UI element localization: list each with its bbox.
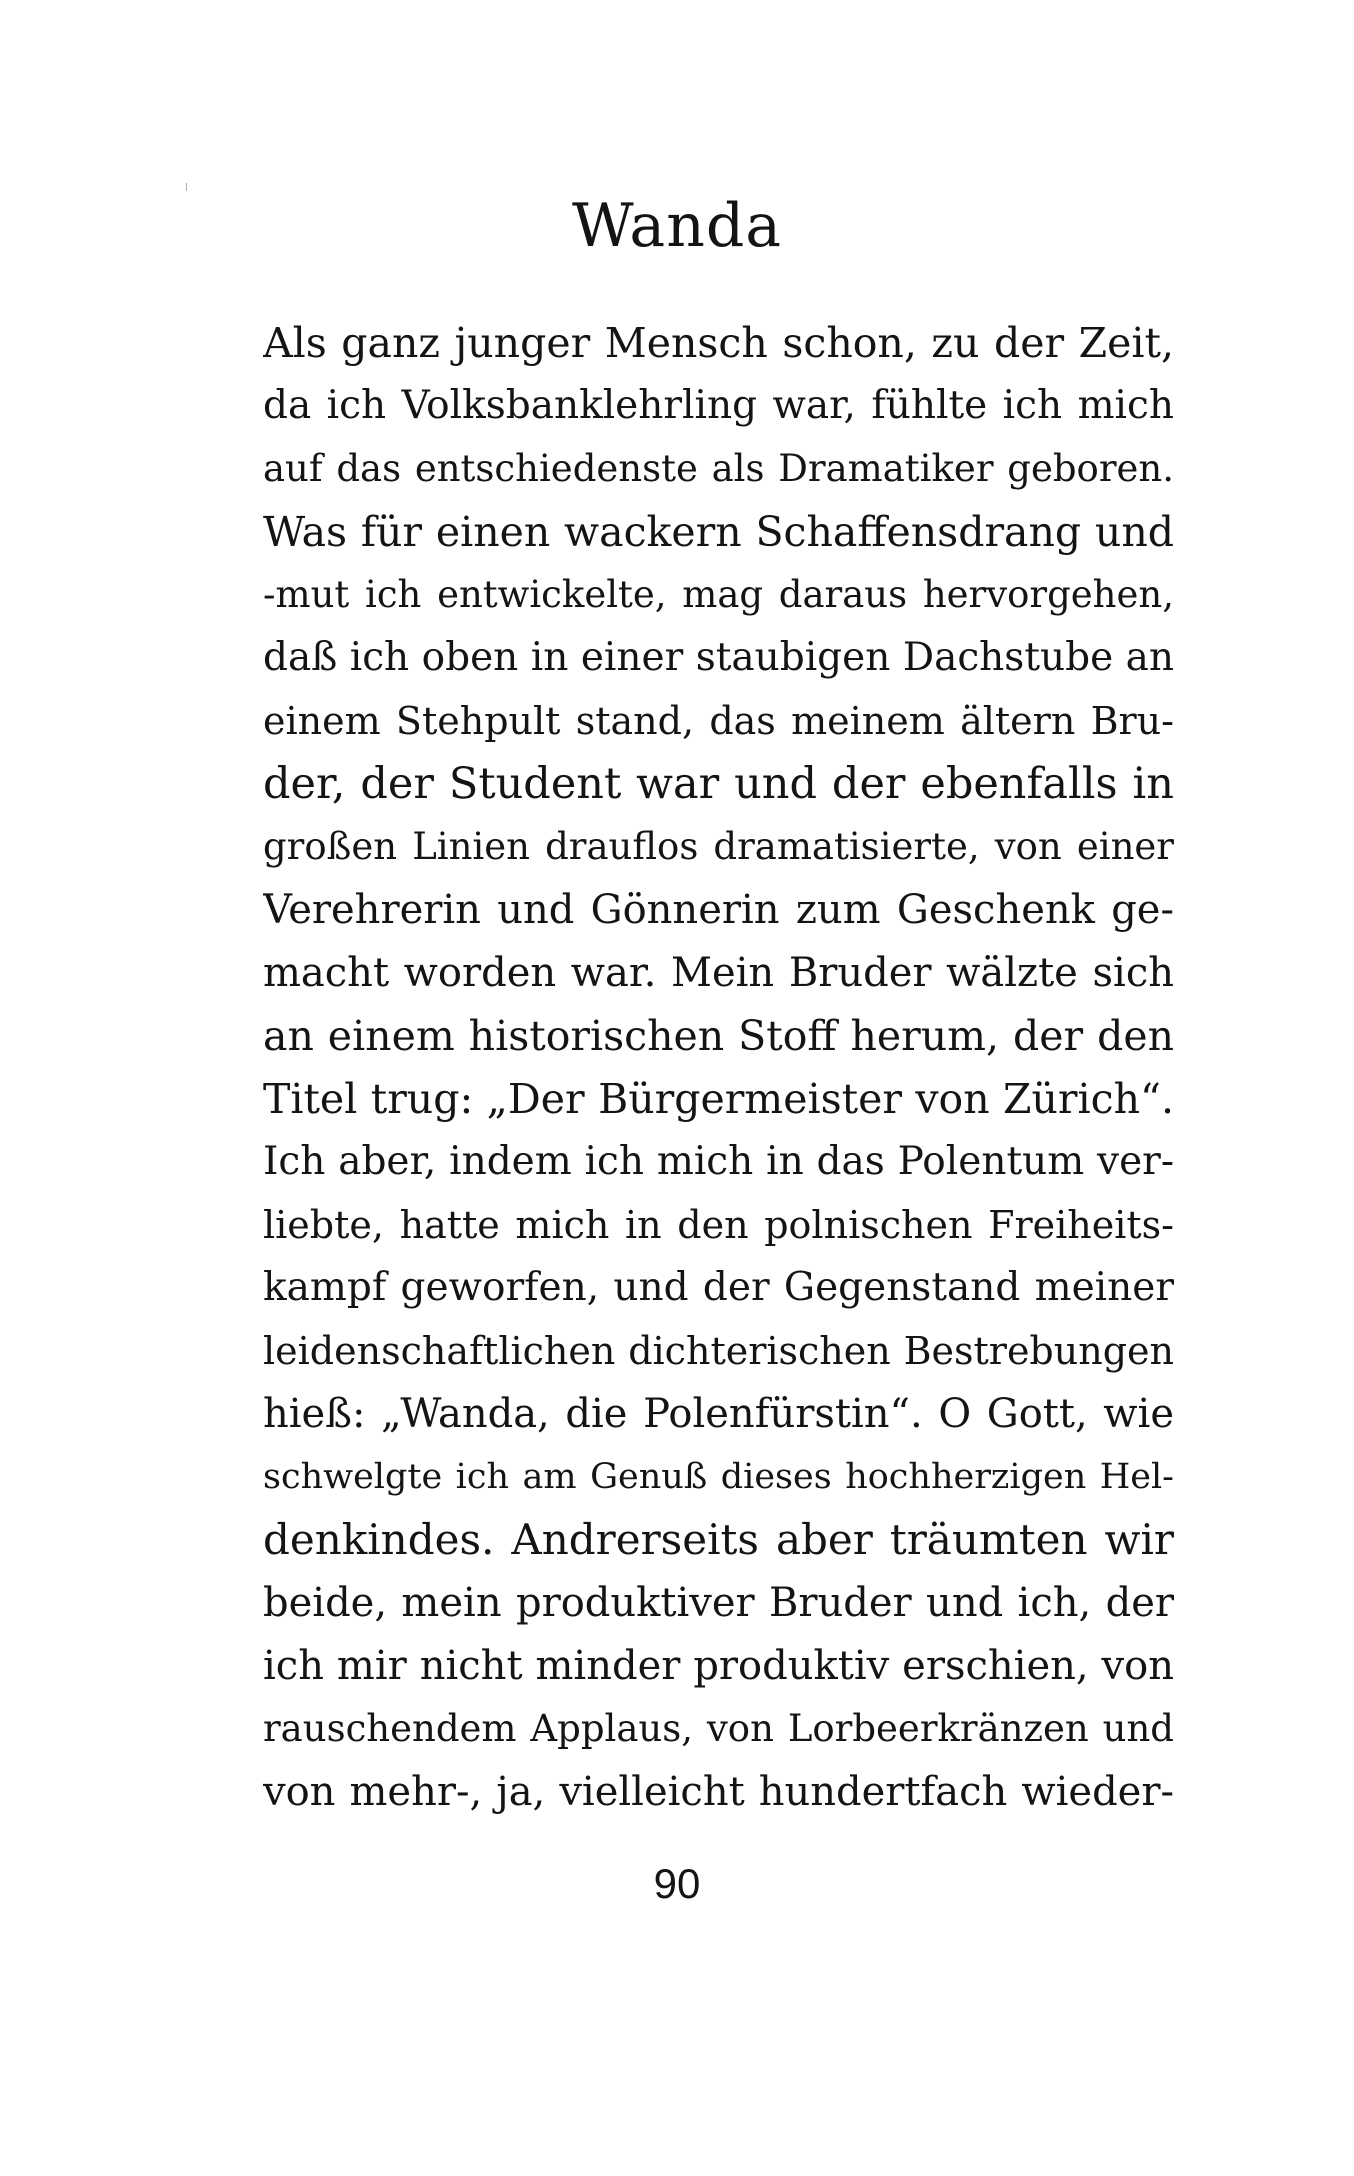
text-line: der, der Student war und der ebenfalls in (263, 759, 1174, 809)
text-line: großen Linien drauflos dramatisierte, von einer (263, 825, 1174, 868)
text-line: einem Stehpult stand, das meinem ältern Bru- (263, 699, 1174, 743)
text-line: auf das entschiedenste als Dramatiker geboren. (263, 447, 1174, 490)
chapter-title: Wanda (571, 191, 783, 261)
text-line: macht worden war. Mein Bruder wälzte sich (263, 950, 1174, 996)
text-line: kampf geworfen, und der Gegenstand meiner (263, 1265, 1174, 1310)
text-line: leidenschaftlichen dichterischen Bestrebungen (263, 1329, 1174, 1373)
text-line: von mehr-, ja, vielleicht hundertfach wieder- (263, 1769, 1174, 1815)
text-line: rauschendem Applaus, von Lorbeerkränzen und (263, 1707, 1174, 1750)
text-line: hieß: „Wanda, die Polenfürstin“. O Gott, wie (263, 1391, 1174, 1437)
text-line: an einem historischen Stoff herum, der den (263, 1012, 1174, 1060)
text-line: -mut ich entwickelte, mag daraus hervorgehen, (263, 573, 1174, 616)
text-line: schwelgte ich am Genuß dieses hochherzigen Hel- (263, 1457, 1174, 1497)
text-line: liebte, hatte mich in den polnischen Freiheits- (263, 1203, 1174, 1247)
page-number: 90 (653, 1860, 701, 1907)
text-line: Was für einen wackern Schaffensdrang und (263, 508, 1174, 556)
text-line: Verehrerin und Gönnerin zum Geschenk ge- (263, 887, 1174, 933)
text-line: da ich Volksbanklehrling war, fühlte ich mich (263, 383, 1174, 428)
text-line: Ich aber, indem ich mich in das Polentum ver- (263, 1139, 1174, 1184)
text-line: daß ich oben in einer staubigen Dachstube an (263, 635, 1174, 680)
text-line: denkindes. Andrerseits aber träumten wir (263, 1515, 1174, 1564)
text-line: Titel trug: „Der Bürgermeister von Zürich“. (263, 1075, 1174, 1123)
text-line: Als ganz junger Mensch schon, zu der Zeit, (263, 319, 1174, 367)
text-line: beide, mein produktiver Bruder und ich, der (263, 1580, 1174, 1626)
text-line: ich mir nicht minder produktiv erschien, von (263, 1643, 1174, 1689)
